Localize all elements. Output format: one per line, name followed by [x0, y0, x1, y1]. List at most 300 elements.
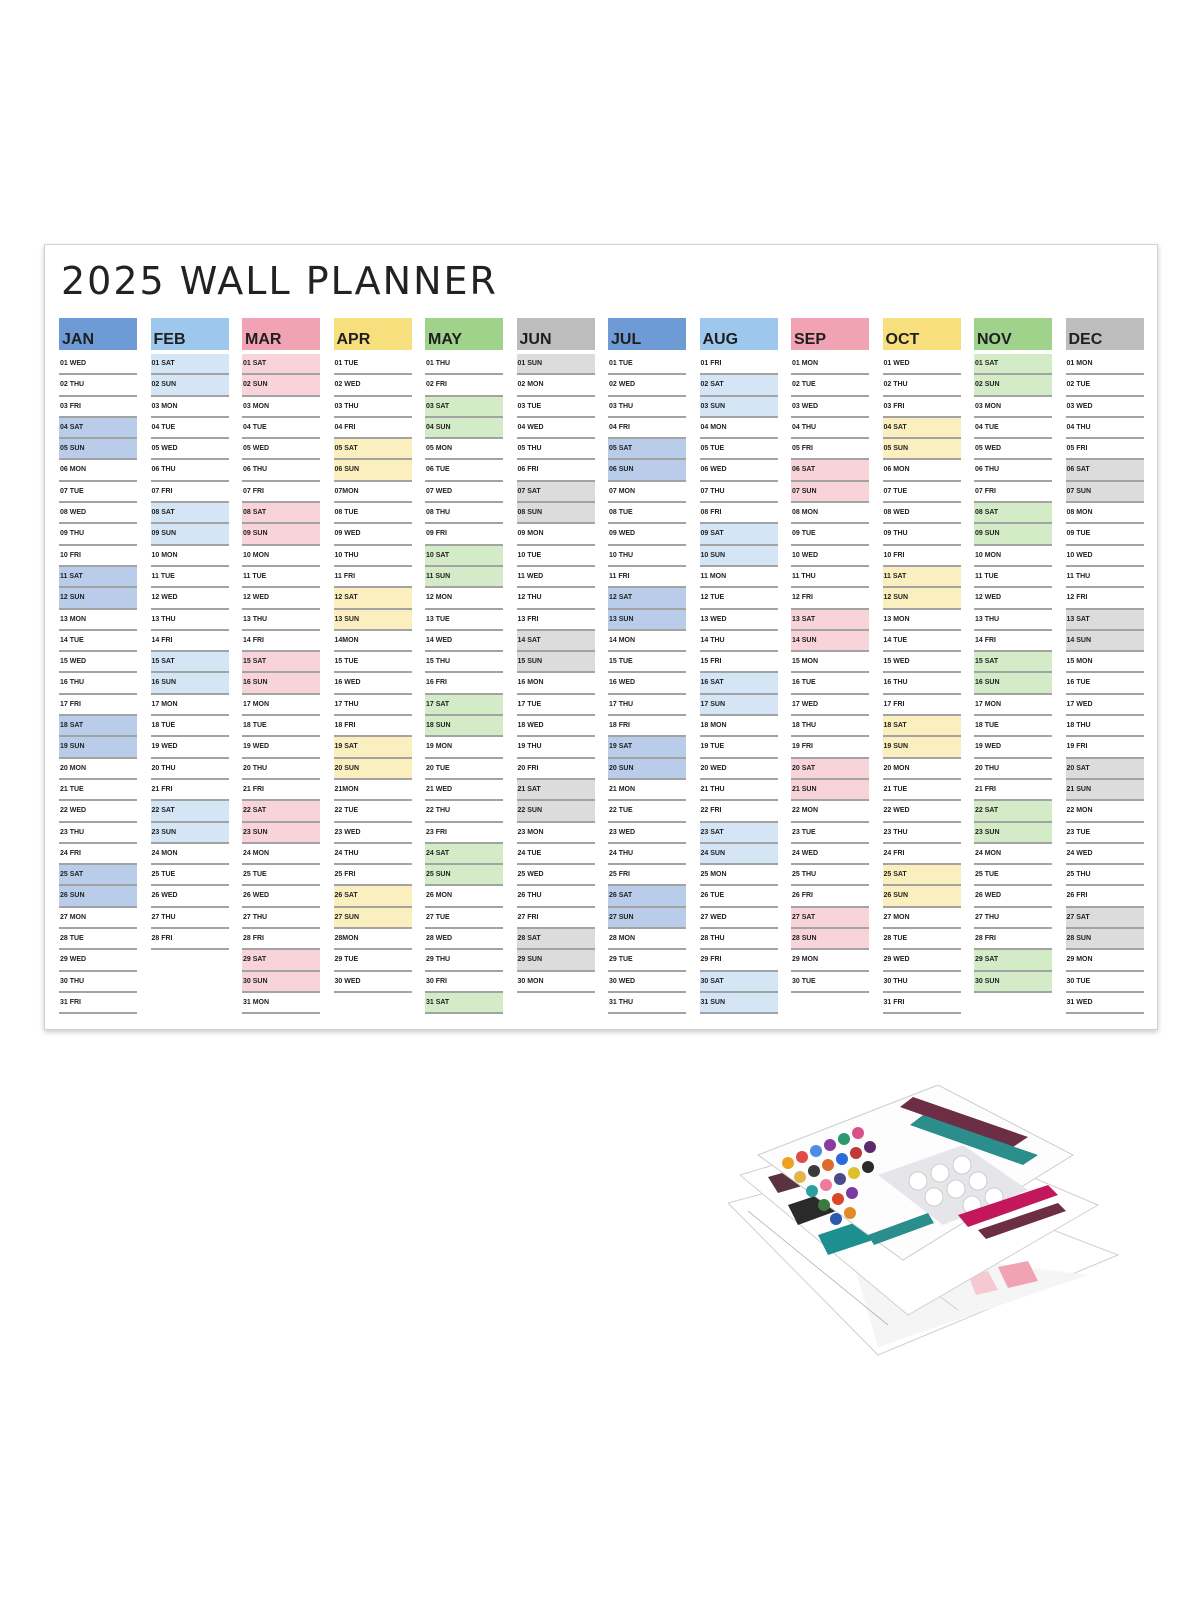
day-row: 24 MON: [151, 844, 229, 865]
day-row: 20 SUN: [608, 759, 686, 780]
day-row: 07 SUN: [1066, 482, 1144, 503]
day-row: 08 THU: [425, 503, 503, 524]
day-row: 27 WED: [700, 908, 778, 929]
day-row: 20 MON: [883, 759, 961, 780]
day-row: 10 FRI: [59, 546, 137, 567]
day-row: 20 SAT: [791, 759, 869, 780]
day-row: 13 MON: [59, 610, 137, 631]
day-row: 10 WED: [1066, 546, 1144, 567]
day-row: 14 FRI: [151, 631, 229, 652]
day-row: 02 SUN: [242, 375, 320, 396]
day-row: 05 MON: [425, 439, 503, 460]
day-row: 15 TUE: [334, 652, 412, 673]
day-row: 05 WED: [242, 439, 320, 460]
day-row: 21 FRI: [242, 780, 320, 801]
day-row: 22 SAT: [974, 801, 1052, 822]
day-row: 16 SUN: [242, 673, 320, 694]
day-row: 07 FRI: [242, 482, 320, 503]
day-row: 07 TUE: [883, 482, 961, 503]
day-row: 15 SUN: [517, 652, 595, 673]
day-row: 09 SUN: [974, 524, 1052, 545]
day-row: 11 SUN: [425, 567, 503, 588]
day-row: 10 SAT: [425, 546, 503, 567]
day-row: 03 MON: [151, 397, 229, 418]
day-row: 07 WED: [425, 482, 503, 503]
day-row: 15 TUE: [608, 652, 686, 673]
month-column-apr: [334, 318, 412, 993]
day-row: 11 TUE: [242, 567, 320, 588]
day-row: 16 FRI: [425, 673, 503, 694]
day-row: 18 MON: [700, 716, 778, 737]
day-row: 18 FRI: [334, 716, 412, 737]
day-row: 12 SUN: [883, 588, 961, 609]
day-row: 04 FRI: [608, 418, 686, 439]
day-row: 06 THU: [242, 460, 320, 481]
day-row: 04 FRI: [334, 418, 412, 439]
day-row: 21 TUE: [883, 780, 961, 801]
day-row: 12 WED: [974, 588, 1052, 609]
day-row: 30 TUE: [791, 972, 869, 993]
day-row: 05 THU: [517, 439, 595, 460]
day-row: 19 WED: [974, 737, 1052, 758]
day-row: 31 MON: [242, 993, 320, 1014]
day-row: 27 MON: [883, 908, 961, 929]
day-row: 29 SAT: [974, 950, 1052, 971]
day-row: 17 WED: [1066, 695, 1144, 716]
day-row: 23 FRI: [425, 823, 503, 844]
day-row: 02 THU: [883, 375, 961, 396]
day-row: 18 TUE: [974, 716, 1052, 737]
day-row: 17 SAT: [425, 695, 503, 716]
day-row: 17 TUE: [517, 695, 595, 716]
day-row: 05 FRI: [791, 439, 869, 460]
day-row: 26 SAT: [608, 886, 686, 907]
month-header: JAN: [59, 318, 137, 350]
day-row: 14 MON: [608, 631, 686, 652]
day-row: 24 SAT: [425, 844, 503, 865]
day-row: 29 SAT: [242, 950, 320, 971]
day-row: 09 THU: [59, 524, 137, 545]
day-row: 10 MON: [151, 546, 229, 567]
day-row: 20 THU: [974, 759, 1052, 780]
month-header: DEC: [1066, 318, 1144, 350]
day-row: 26 FRI: [1066, 886, 1144, 907]
day-row: 18 TUE: [151, 716, 229, 737]
day-row: 23 TUE: [791, 823, 869, 844]
day-row: 26 TUE: [700, 886, 778, 907]
day-row: 20 WED: [700, 759, 778, 780]
month-header: MAY: [425, 318, 503, 350]
day-row: 22 SUN: [517, 801, 595, 822]
day-row: 25 THU: [1066, 865, 1144, 886]
day-row: 14 TUE: [59, 631, 137, 652]
day-row: 09 SAT: [700, 524, 778, 545]
day-row: 06 WED: [700, 460, 778, 481]
day-row: 12 SUN: [59, 588, 137, 609]
day-row: 05 SUN: [59, 439, 137, 460]
day-row: 03 TUE: [517, 397, 595, 418]
day-row: 13 SUN: [608, 610, 686, 631]
day-row: 04 SUN: [425, 418, 503, 439]
day-row: 18 TUE: [242, 716, 320, 737]
day-row: 31 SUN: [700, 993, 778, 1014]
day-row: 24 FRI: [59, 844, 137, 865]
day-row: 08 WED: [59, 503, 137, 524]
day-row: 12 SAT: [608, 588, 686, 609]
day-row: 04 TUE: [242, 418, 320, 439]
day-row: 29 SUN: [517, 950, 595, 971]
day-row: 25 SAT: [883, 865, 961, 886]
day-row: 08 SAT: [242, 503, 320, 524]
day-row: 22 MON: [791, 801, 869, 822]
day-row: 11 FRI: [334, 567, 412, 588]
day-row: 09 WED: [608, 524, 686, 545]
day-row: 30 THU: [883, 972, 961, 993]
day-row: 25 WED: [517, 865, 595, 886]
day-row: 04 TUE: [151, 418, 229, 439]
day-row: 29 MON: [791, 950, 869, 971]
day-row: 20 FRI: [517, 759, 595, 780]
day-row: 02 MON: [517, 375, 595, 396]
day-row: 05 SUN: [883, 439, 961, 460]
month-column-may: [425, 318, 503, 1014]
day-row: 19 WED: [242, 737, 320, 758]
day-row: 13 SAT: [1066, 610, 1144, 631]
day-row: 19 SAT: [334, 737, 412, 758]
day-row: 20 MON: [59, 759, 137, 780]
day-row: 02 SUN: [151, 375, 229, 396]
day-row: 03 SUN: [700, 397, 778, 418]
day-row: 21 THU: [700, 780, 778, 801]
day-row: 12 WED: [242, 588, 320, 609]
day-row: 30 WED: [334, 972, 412, 993]
day-row: 23 MON: [517, 823, 595, 844]
day-row: 08 MON: [791, 503, 869, 524]
day-row: 01 TUE: [608, 354, 686, 375]
day-row: 31 WED: [1066, 993, 1144, 1014]
day-row: 22 FRI: [700, 801, 778, 822]
day-row: 30 THU: [59, 972, 137, 993]
day-row: 24 MON: [974, 844, 1052, 865]
day-row: 03 THU: [334, 397, 412, 418]
day-row: 04 MON: [700, 418, 778, 439]
day-row: 11 TUE: [974, 567, 1052, 588]
day-row: 24 WED: [791, 844, 869, 865]
day-row: 12 SAT: [334, 588, 412, 609]
day-row: 26 SAT: [334, 886, 412, 907]
day-row: 21 FRI: [151, 780, 229, 801]
day-row: 17 FRI: [883, 695, 961, 716]
day-row: 27 FRI: [517, 908, 595, 929]
day-row: 20 THU: [151, 759, 229, 780]
day-row: 29 WED: [59, 950, 137, 971]
day-row: 14 FRI: [974, 631, 1052, 652]
day-row: 30 MON: [517, 972, 595, 993]
day-row: 19 MON: [425, 737, 503, 758]
day-row: 11 SAT: [883, 567, 961, 588]
day-row: 03 MON: [242, 397, 320, 418]
day-row: 06 MON: [59, 460, 137, 481]
day-row: 04 WED: [517, 418, 595, 439]
day-row: 13 SUN: [334, 610, 412, 631]
day-row: 04 SAT: [883, 418, 961, 439]
day-row: 21 SUN: [1066, 780, 1144, 801]
day-row: 11 FRI: [608, 567, 686, 588]
day-row: 27 SUN: [608, 908, 686, 929]
day-row: 02 SAT: [700, 375, 778, 396]
day-row: 01 SUN: [517, 354, 595, 375]
day-row: 24 THU: [334, 844, 412, 865]
day-row: 13 THU: [151, 610, 229, 631]
month-column-aug: [700, 318, 778, 1014]
day-row: 11 THU: [791, 567, 869, 588]
day-row: 07MON: [334, 482, 412, 503]
day-row: 02 THU: [59, 375, 137, 396]
day-row: 15 WED: [883, 652, 961, 673]
day-row: 26 SUN: [883, 886, 961, 907]
day-row: 29 MON: [1066, 950, 1144, 971]
day-row: 18 SAT: [883, 716, 961, 737]
day-row: 30 TUE: [1066, 972, 1144, 993]
day-row: 04 TUE: [974, 418, 1052, 439]
day-row: 27 MON: [59, 908, 137, 929]
day-row: 27 TUE: [425, 908, 503, 929]
day-row: 18 SAT: [59, 716, 137, 737]
day-row: 21MON: [334, 780, 412, 801]
month-header: APR: [334, 318, 412, 350]
day-row: 29 TUE: [334, 950, 412, 971]
day-row: 25 TUE: [151, 865, 229, 886]
day-row: 23 SUN: [974, 823, 1052, 844]
day-row: 28 FRI: [151, 929, 229, 950]
day-row: 27 SUN: [334, 908, 412, 929]
day-row: 21 TUE: [59, 780, 137, 801]
day-row: 07 FRI: [974, 482, 1052, 503]
day-row: 16 TUE: [791, 673, 869, 694]
day-row: 28 MON: [608, 929, 686, 950]
day-row: 16 SUN: [974, 673, 1052, 694]
day-row: 23 WED: [334, 823, 412, 844]
day-row: 01 FRI: [700, 354, 778, 375]
day-row: 13 SAT: [791, 610, 869, 631]
day-row: 26 WED: [151, 886, 229, 907]
day-row: 16 THU: [59, 673, 137, 694]
day-row: 30 SAT: [700, 972, 778, 993]
day-row: 13 MON: [883, 610, 961, 631]
day-row: 10 THU: [608, 546, 686, 567]
day-row: 19 SAT: [608, 737, 686, 758]
day-row: 14 FRI: [242, 631, 320, 652]
day-row: 04 SAT: [59, 418, 137, 439]
day-row: 08 FRI: [700, 503, 778, 524]
day-row: 10 WED: [791, 546, 869, 567]
day-row: 30 WED: [608, 972, 686, 993]
day-row: 25 TUE: [242, 865, 320, 886]
day-row: 18 SUN: [425, 716, 503, 737]
day-row: 10 MON: [242, 546, 320, 567]
sticker-sheets-image: [728, 1085, 1128, 1385]
day-row: 13 THU: [974, 610, 1052, 631]
day-row: 15 THU: [425, 652, 503, 673]
day-row: 17 THU: [608, 695, 686, 716]
day-row: 03 WED: [791, 397, 869, 418]
day-row: 22 SAT: [151, 801, 229, 822]
day-row: 25 TUE: [974, 865, 1052, 886]
day-row: 08 TUE: [334, 503, 412, 524]
day-row: 09 FRI: [425, 524, 503, 545]
month-header: MAR: [242, 318, 320, 350]
day-row: 13 TUE: [425, 610, 503, 631]
day-row: 16 MON: [517, 673, 595, 694]
month-column-jun: [517, 318, 595, 993]
month-header: JUN: [517, 318, 595, 350]
day-row: 01 SAT: [151, 354, 229, 375]
month-header: AUG: [700, 318, 778, 350]
day-row: 29 WED: [883, 950, 961, 971]
month-column-oct: [883, 318, 961, 1014]
month-column-mar: [242, 318, 320, 1014]
day-row: 10 SUN: [700, 546, 778, 567]
day-row: 30 FRI: [425, 972, 503, 993]
month-header: JUL: [608, 318, 686, 350]
day-row: 03 FRI: [883, 397, 961, 418]
day-row: 22 TUE: [334, 801, 412, 822]
day-row: 03 WED: [1066, 397, 1144, 418]
day-row: 09 WED: [334, 524, 412, 545]
day-row: 22 SAT: [242, 801, 320, 822]
day-row: 27 THU: [242, 908, 320, 929]
day-row: 02 WED: [608, 375, 686, 396]
day-row: 07 FRI: [151, 482, 229, 503]
day-row: 28 FRI: [242, 929, 320, 950]
day-row: 19 SUN: [59, 737, 137, 758]
day-row: 12 WED: [151, 588, 229, 609]
day-row: 14MON: [334, 631, 412, 652]
day-row: 15 SAT: [242, 652, 320, 673]
day-row: 28 SAT: [517, 929, 595, 950]
day-row: 18 WED: [517, 716, 595, 737]
day-row: 26 SUN: [59, 886, 137, 907]
day-row: 27 SAT: [791, 908, 869, 929]
day-row: 11 SAT: [59, 567, 137, 588]
day-row: 09 TUE: [1066, 524, 1144, 545]
day-row: 18 FRI: [608, 716, 686, 737]
day-row: 06 SUN: [608, 460, 686, 481]
day-row: 25 THU: [791, 865, 869, 886]
day-row: 12 FRI: [1066, 588, 1144, 609]
day-row: 25 FRI: [334, 865, 412, 886]
day-row: 30 SUN: [242, 972, 320, 993]
day-row: 01 THU: [425, 354, 503, 375]
day-row: 05 SAT: [334, 439, 412, 460]
day-row: 25 FRI: [608, 865, 686, 886]
day-row: 23 SUN: [242, 823, 320, 844]
day-row: 08 SAT: [974, 503, 1052, 524]
planner-title: 2025 WALL PLANNER: [61, 259, 498, 303]
day-row: 14 WED: [425, 631, 503, 652]
day-row: 14 TUE: [883, 631, 961, 652]
day-row: 01 MON: [1066, 354, 1144, 375]
day-row: 13 WED: [700, 610, 778, 631]
day-row: 15 SAT: [151, 652, 229, 673]
day-row: 25 SUN: [425, 865, 503, 886]
day-row: 27 THU: [974, 908, 1052, 929]
day-row: 14 SAT: [517, 631, 595, 652]
day-row: 10 FRI: [883, 546, 961, 567]
day-row: 31 THU: [608, 993, 686, 1014]
day-row: 29 THU: [425, 950, 503, 971]
day-row: 23 SAT: [700, 823, 778, 844]
day-row: 19 THU: [517, 737, 595, 758]
month-column-nov: [974, 318, 1052, 993]
day-row: 07 SAT: [517, 482, 595, 503]
day-row: 12 TUE: [700, 588, 778, 609]
day-row: 16 SAT: [700, 673, 778, 694]
day-row: 21 MON: [608, 780, 686, 801]
day-row: 11 TUE: [151, 567, 229, 588]
day-row: 11 THU: [1066, 567, 1144, 588]
day-row: 02 TUE: [1066, 375, 1144, 396]
month-header: OCT: [883, 318, 961, 350]
day-row: 28 FRI: [974, 929, 1052, 950]
day-row: 18 THU: [1066, 716, 1144, 737]
day-row: 26 MON: [425, 886, 503, 907]
day-row: 21 FRI: [974, 780, 1052, 801]
day-row: 06 THU: [974, 460, 1052, 481]
day-row: 06 SAT: [1066, 460, 1144, 481]
day-row: 14 SUN: [1066, 631, 1144, 652]
day-row: 05 WED: [151, 439, 229, 460]
month-column-feb: [151, 318, 229, 950]
day-row: 11 MON: [700, 567, 778, 588]
day-row: 23 THU: [59, 823, 137, 844]
day-row: 14 THU: [700, 631, 778, 652]
day-row: 07 SUN: [791, 482, 869, 503]
day-row: 03 MON: [974, 397, 1052, 418]
day-row: 07 MON: [608, 482, 686, 503]
day-row: 09 MON: [517, 524, 595, 545]
day-row: 28 WED: [425, 929, 503, 950]
day-row: 20 SAT: [1066, 759, 1144, 780]
day-row: 02 TUE: [791, 375, 869, 396]
day-row: 01 WED: [59, 354, 137, 375]
day-row: 09 THU: [883, 524, 961, 545]
day-row: 04 THU: [1066, 418, 1144, 439]
month-header: NOV: [974, 318, 1052, 350]
day-row: 24 TUE: [517, 844, 595, 865]
day-row: 06 THU: [151, 460, 229, 481]
day-row: 19 FRI: [1066, 737, 1144, 758]
day-row: 05 TUE: [700, 439, 778, 460]
day-row: 17 SUN: [700, 695, 778, 716]
day-row: 06 TUE: [425, 460, 503, 481]
day-row: 02 SUN: [974, 375, 1052, 396]
day-row: 08 SAT: [151, 503, 229, 524]
day-row: 24 FRI: [883, 844, 961, 865]
day-row: 22 THU: [425, 801, 503, 822]
day-row: 25 SAT: [59, 865, 137, 886]
day-row: 01 WED: [883, 354, 961, 375]
month-column-jan: [59, 318, 137, 1014]
day-row: 28 SUN: [791, 929, 869, 950]
month-column-sep: [791, 318, 869, 993]
day-row: 23 THU: [883, 823, 961, 844]
month-column-dec: [1066, 318, 1144, 1014]
day-row: 08 TUE: [608, 503, 686, 524]
day-row: 28 THU: [700, 929, 778, 950]
day-row: 02 FRI: [425, 375, 503, 396]
day-row: 31 FRI: [59, 993, 137, 1014]
